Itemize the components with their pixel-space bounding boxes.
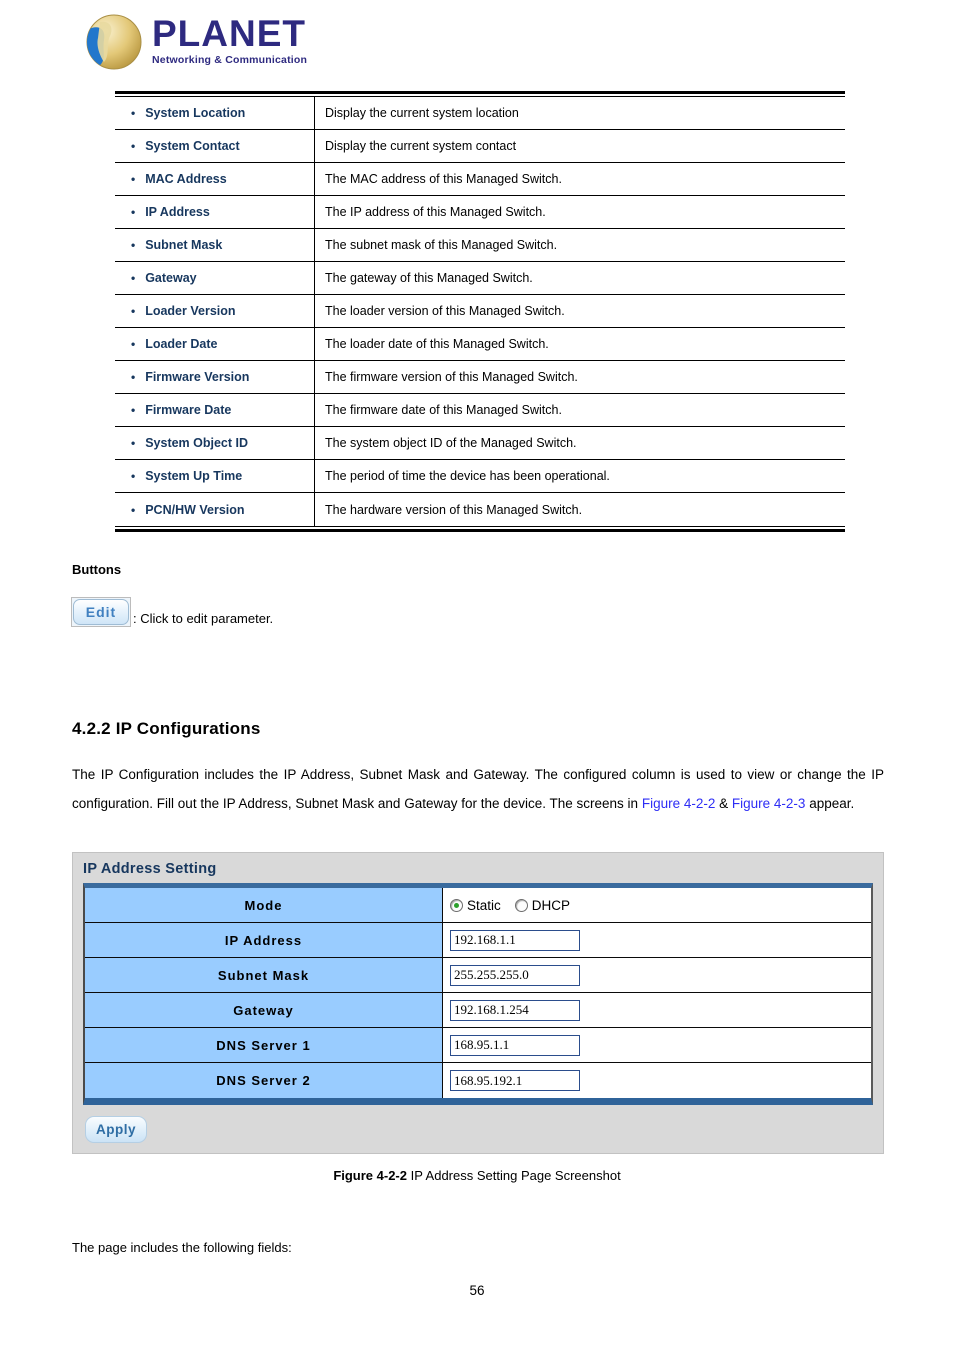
subnet-mask-label: Subnet Mask	[85, 958, 443, 992]
mode-label: Mode	[85, 888, 443, 922]
table-row	[115, 328, 845, 361]
radio-unselected-icon[interactable]	[515, 899, 528, 912]
figure-caption-number: Figure 4-2-2	[333, 1168, 407, 1183]
table-row	[115, 229, 845, 262]
edit-button-frame	[71, 597, 131, 627]
dns-server-2-label: DNS Server 2	[85, 1063, 443, 1098]
field-description: The period of time the device has been operational.	[325, 469, 610, 483]
ip-address-label: IP Address	[85, 923, 443, 957]
dhcp-radio-label: DHCP	[531, 897, 571, 913]
table-row	[115, 295, 845, 328]
edit-button[interactable]: Edit	[73, 599, 129, 625]
figure-caption	[0, 1168, 954, 1183]
dns-server-1-label: DNS Server 1	[85, 1028, 443, 1062]
field-label: • PCN/HW Version	[131, 503, 245, 517]
field-description: Display the current system contact	[325, 139, 517, 153]
table-row	[115, 130, 845, 163]
field-description: The system object ID of the Managed Switch.	[325, 436, 577, 450]
ip-address-setting-screenshot	[72, 852, 884, 1154]
field-label: • System Object ID	[131, 436, 248, 450]
static-radio-label: Static	[467, 897, 501, 913]
field-label: • IP Address	[131, 205, 210, 219]
field-description: The hardware version of this Managed Switch.	[325, 502, 583, 517]
ip-setting-form	[83, 883, 873, 1105]
field-description: The loader date of this Managed Switch.	[325, 337, 549, 351]
table-row	[115, 493, 845, 526]
field-description: Display the current system location	[325, 106, 519, 120]
dns-server-1-row	[85, 1028, 871, 1063]
paragraph-text: The IP Configuration includes the IP Address, Subnet Mask and Gateway. The configured column is used to view or change the IP configuration. Fill out the IP Address, Subnet Mask and Gateway for the device. The screens in	[72, 767, 884, 811]
table-row	[115, 394, 845, 427]
gateway-row	[85, 993, 871, 1028]
field-description: The loader version of this Managed Switch.	[325, 304, 565, 318]
table-row	[115, 427, 845, 460]
paragraph-text: appear.	[805, 796, 855, 811]
field-label: • Firmware Date	[131, 403, 231, 417]
table-row	[115, 262, 845, 295]
table-row	[115, 163, 845, 196]
field-label: • MAC Address	[131, 172, 227, 186]
logo-brand-text: PLANET	[152, 13, 306, 54]
logo-tagline: Networking & Communication	[152, 54, 308, 66]
subnet-mask-row	[85, 958, 871, 993]
apply-button[interactable]: Apply	[85, 1116, 147, 1143]
subnet-mask-input[interactable]	[450, 965, 580, 986]
field-description: The subnet mask of this Managed Switch.	[325, 238, 558, 252]
fields-intro-text: The page includes the following fields:	[72, 1240, 292, 1255]
gateway-input[interactable]	[450, 1000, 580, 1021]
table-row	[115, 97, 845, 130]
table-row	[115, 361, 845, 394]
field-label: • System Contact	[131, 139, 240, 153]
table-row	[115, 196, 845, 229]
field-label: • Firmware Version	[131, 370, 249, 384]
figure-caption-text: IP Address Setting Page Screenshot	[407, 1168, 621, 1183]
field-label: • System Up Time	[131, 469, 242, 483]
section-paragraph	[72, 760, 884, 818]
field-description-table	[115, 91, 845, 532]
field-label: • System Location	[131, 106, 245, 120]
ip-address-row	[85, 923, 871, 958]
figure-4-2-3-link[interactable]: Figure 4-2-3	[731, 796, 806, 811]
paragraph-text: &	[715, 796, 732, 811]
screenshot-title: IP Address Setting	[83, 861, 217, 877]
figure-4-2-2-link[interactable]: Figure 4-2-2	[641, 796, 716, 811]
planet-logo	[84, 12, 307, 72]
buttons-heading: Buttons	[72, 562, 122, 577]
field-label: • Subnet Mask	[131, 238, 222, 252]
field-label: • Gateway	[131, 271, 197, 285]
field-description: The gateway of this Managed Switch.	[325, 271, 533, 285]
globe-icon	[84, 12, 144, 72]
dns-server-2-input[interactable]	[450, 1070, 580, 1091]
ip-address-input[interactable]	[450, 930, 580, 951]
mode-row	[85, 888, 871, 923]
page-number: 56	[469, 1283, 485, 1298]
field-description: The firmware version of this Managed Switch.	[325, 370, 578, 384]
field-label: • Loader Date	[131, 337, 217, 351]
static-radio-option[interactable]	[450, 898, 501, 913]
field-description: The MAC address of this Managed Switch.	[325, 172, 562, 186]
dhcp-radio-option[interactable]	[515, 898, 570, 913]
section-heading: 4.2.2 IP Configurations	[72, 719, 261, 738]
field-label: • Loader Version	[131, 304, 236, 318]
field-description: The firmware date of this Managed Switch.	[325, 403, 562, 417]
dns-server-2-row	[85, 1063, 871, 1098]
dns-server-1-input[interactable]	[450, 1035, 580, 1056]
edit-button-caption: : Click to edit parameter.	[133, 611, 274, 626]
field-description: The IP address of this Managed Switch.	[325, 205, 546, 219]
gateway-label: Gateway	[85, 993, 443, 1027]
radio-selected-icon[interactable]	[450, 899, 463, 912]
table-row	[115, 460, 845, 493]
